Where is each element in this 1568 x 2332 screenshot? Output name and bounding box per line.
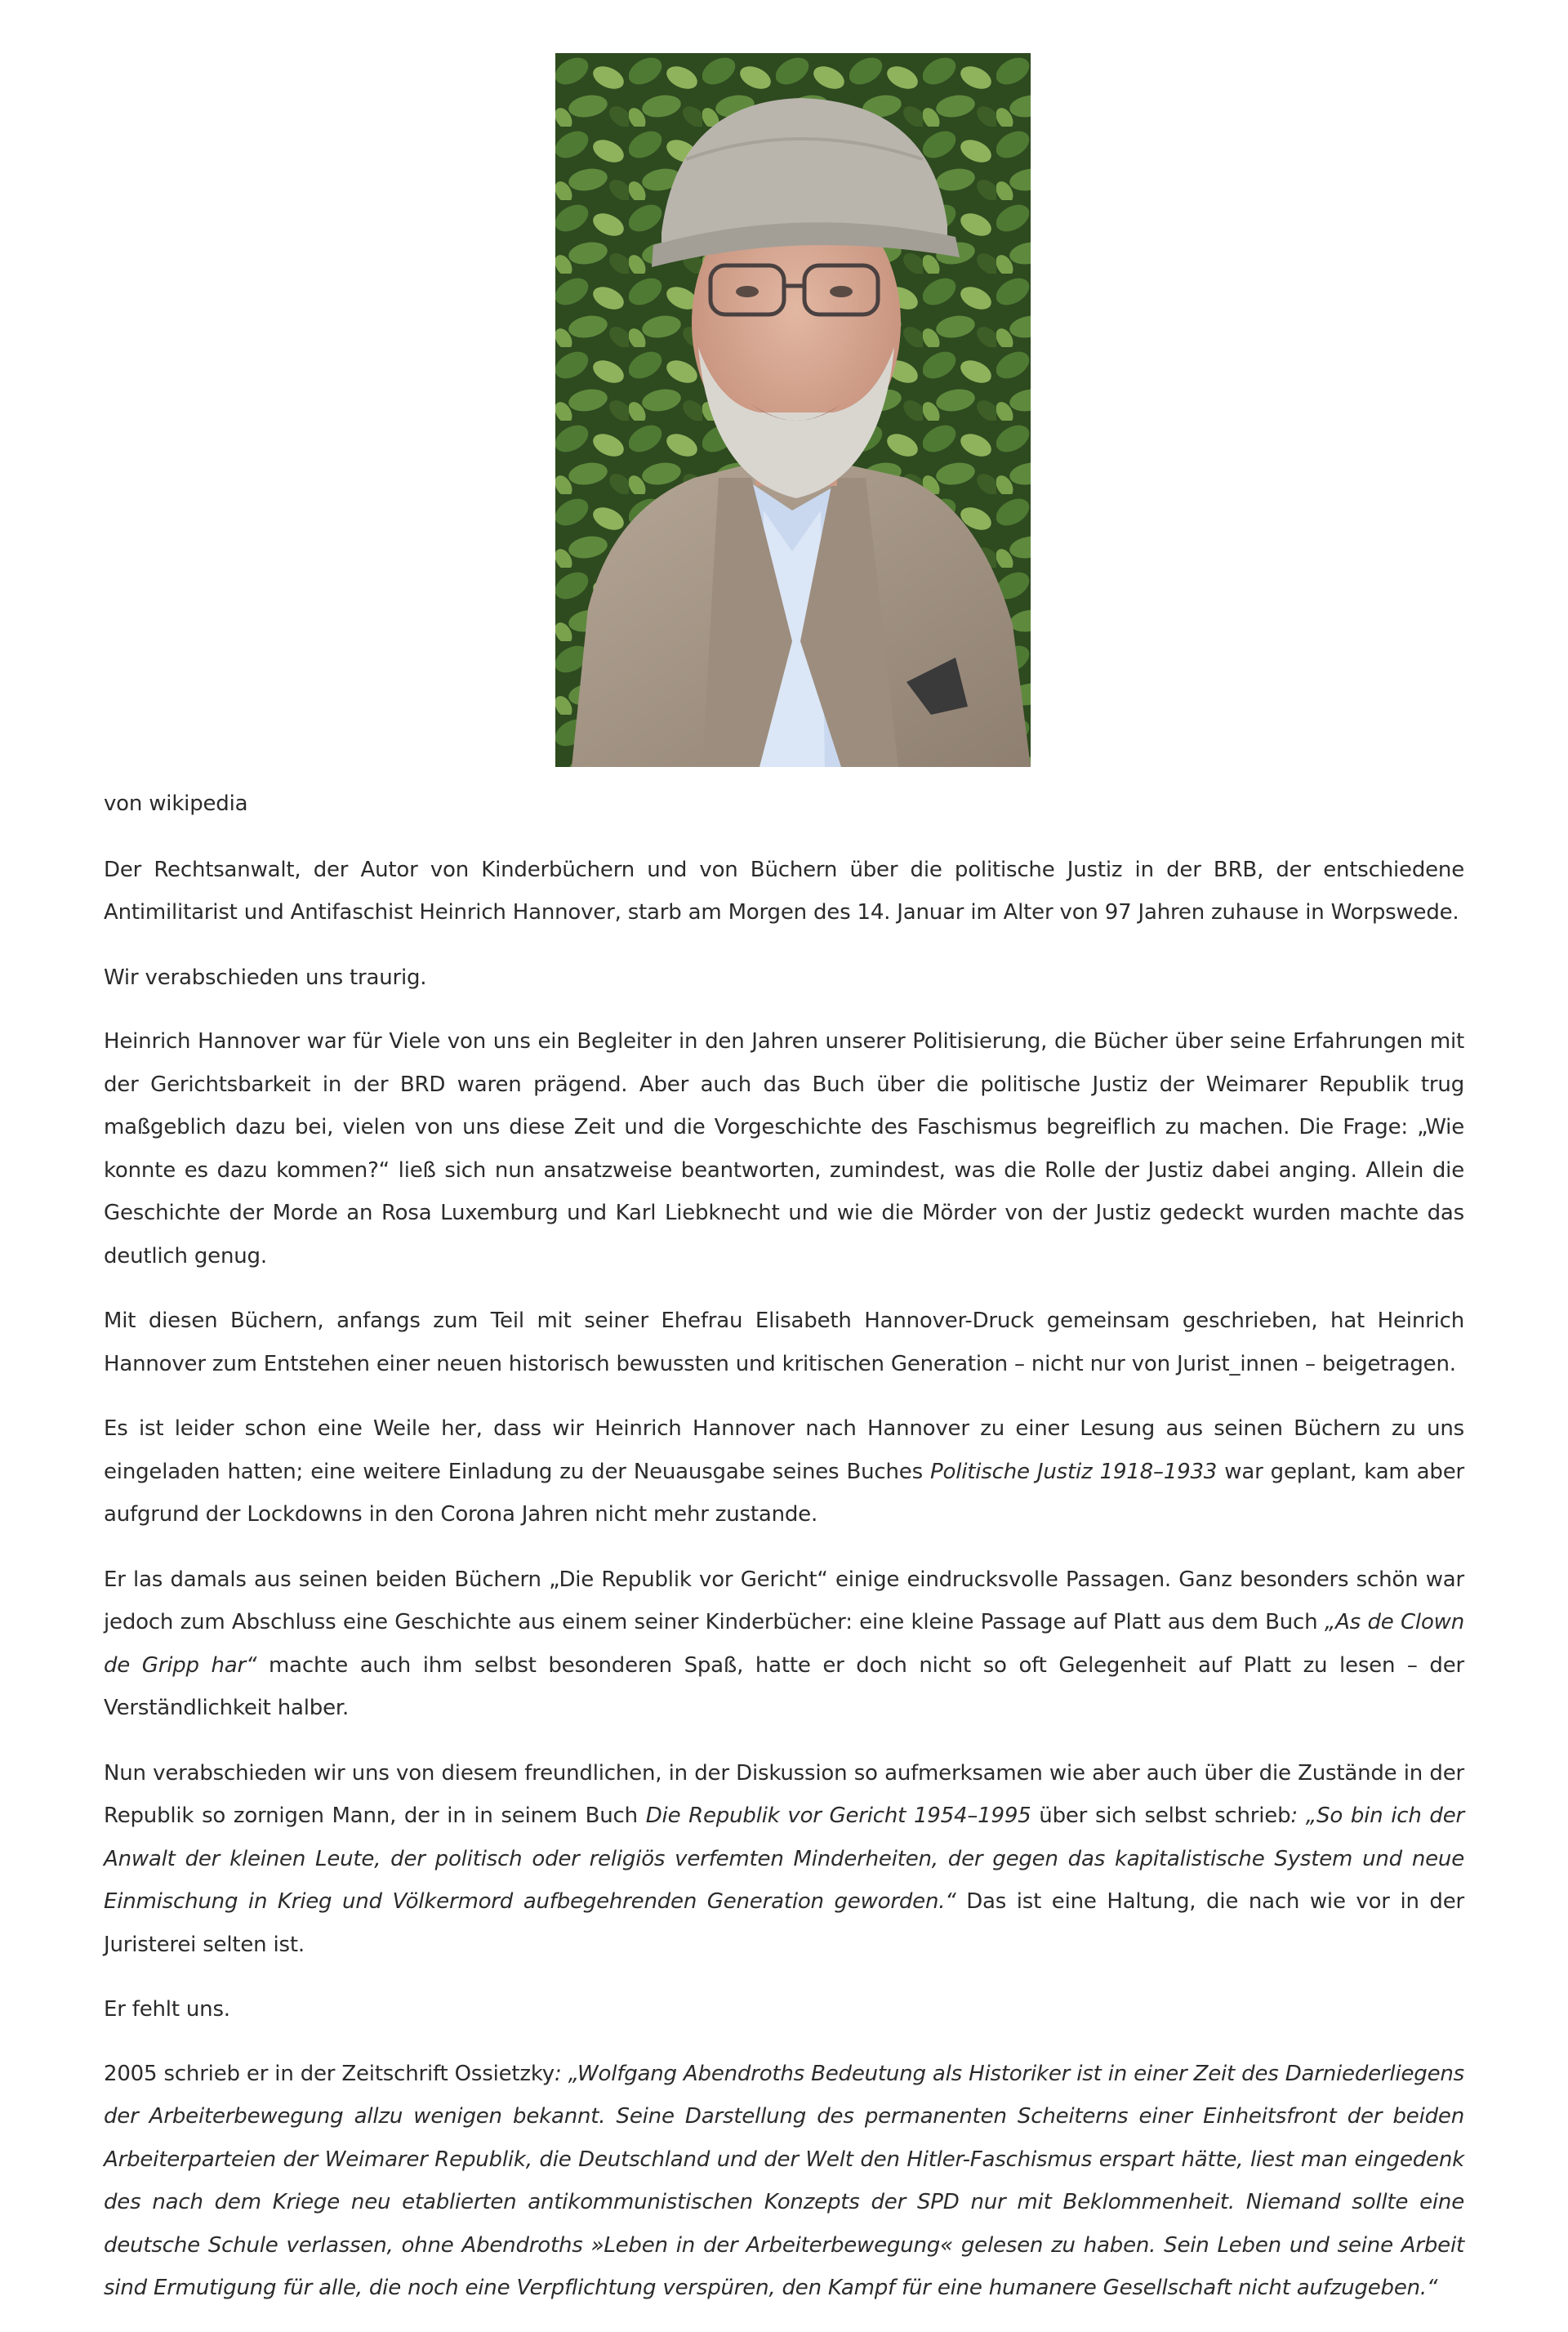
portrait-photo: [555, 53, 1031, 767]
book-title: „As de Clown de Gripp har“: [104, 1610, 1464, 1678]
text-span: war geplant, kam aber aufgrund der Lockdowns in den Corona Jahren nicht mehr zustande.: [104, 1459, 1464, 1527]
photo-caption: von wikipedia: [104, 791, 248, 816]
paragraph-passages: [104, 1558, 1464, 1730]
text-span: 2005 schrieb er in der Zeitschrift Ossietzky: [104, 2061, 555, 2086]
paragraph-intro: Der Rechtsanwalt, der Autor von Kinderbüchern und von Büchern über die politische Justiz in der BRB, der entschiedene Antimilitarist und Antifaschist Heinrich Hannover, starb am Morgen des 14. Januar im Alter von 97 Jahren zuhause in Worpswede.: [104, 857, 1464, 925]
paragraph-books: Mit diesen Büchern, anfangs zum Teil mit seiner Ehefrau Elisabeth Hannover-Druck gemeinsam geschrieben, hat Heinrich Hannover zum Entstehen einer neuen historisch bewussten und kritischen Generation – nicht nur von Jurist_innen – beigetragen.: [104, 1309, 1464, 1376]
article-body: [104, 783, 1464, 2332]
paragraph-farewell: Wir verabschieden uns traurig.: [104, 965, 427, 990]
text-span: Er las damals aus seinen beiden Büchern „Die Republik vor Gericht“ einige eindrucksvolle Passagen. Ganz besonders schön war jedoch zum Abschluss eine Geschichte aus einem seiner Kinderbücher: eine kleine Passage auf Platt aus dem Buch: [104, 1567, 1464, 1634]
paragraph-goodbye: [104, 1752, 1464, 1967]
book-title: Politische Justiz 1918–1933: [930, 1459, 1218, 1484]
text-span: Das ist eine Haltung, die nach wie vor in der Juristerei selten ist.: [104, 1889, 1464, 1957]
paragraph-reading: [104, 1407, 1464, 1536]
text-span: Nun verabschieden wir uns von diesem freundlichen, in der Diskussion so aufmerksamen wie aber auch über die Zustände in der Republik so zornigen Mann, der in in seinem Buch: [104, 1760, 1464, 1828]
book-title: Die Republik vor Gericht 1954–1995: [645, 1804, 1031, 1828]
paragraph-ossietzky: [104, 2053, 1464, 2310]
text-span: machte auch ihm selbst besonderen Spaß, hatte er doch nicht so oft Gelegenheit auf Platt zu lesen – der Verständlichkeit halber.: [104, 1652, 1464, 1720]
quote: : „Wolfgang Abendroths Bedeutung als Historiker ist in einer Zeit des Darniederliegens der Arbeiterbewegung allzu wenigen bekannt. Seine Darstellung des permanenten Scheiterns einer Einheitsfront der beiden Arbeiterparteien der Weimarer Republik, die Deutschland und der Welt den Hitler-Faschismus erspart hätte, liest man eingedenk des nach dem Kriege neu etablierten antikommunistischen Konzepts der SPD nur mit Beklommenheit. Niemand sollte eine deutsche Schule verlassen, ohne Abendroths »Leben in der Arbeiterbewegung« gelesen zu haben. Sein Leben und seine Arbeit sind Ermutigung für alle, die noch eine Verpflichtung verspüren, den Kampf für eine humanere Gesellschaft nicht aufzugeben.“: [104, 2061, 1464, 2300]
paragraph-companion: Heinrich Hannover war für Viele von uns ein Begleiter in den Jahren unserer Politisierung, die Bücher über seine Erfahrungen mit der Gerichtsbarkeit in der BRD waren prägend. Aber auch das Buch über die politische Justiz der Weimarer Republik trug maßgeblich dazu bei, vielen von uns diese Zeit und die Vorgeschichte des Faschismus begreiflich zu machen. Die Frage: „Wie konnte es dazu kommen?“ ließ sich nun ansatzweise beantworten, zumindest, was die Rolle der Justiz dabei anging. Allein die Geschichte der Morde an Rosa Luxemburg und Karl Liebknecht und wie die Mörder von der Justiz gedeckt wurden machte das deutlich genug.: [104, 1029, 1464, 1269]
paragraph-missed: Er fehlt uns.: [104, 1997, 230, 2022]
quote: : „So bin ich der Anwalt der kleinen Leute, der politisch oder religiös verfemten Minderheiten, der gegen das kapitalistische System und neue Einmischung in Krieg und Völkermord aufbegehrenden Generation geworden.“: [104, 1804, 1464, 1914]
text-span: Es ist leider schon eine Weile her, dass wir Heinrich Hannover nach Hannover zu einer Lesung aus seinen Büchern zu uns eingeladen hatten; eine weitere Einladung zu der Neuausgabe seines Buches: [104, 1416, 1464, 1484]
text-span: über sich selbst schrieb: [1031, 1804, 1291, 1828]
